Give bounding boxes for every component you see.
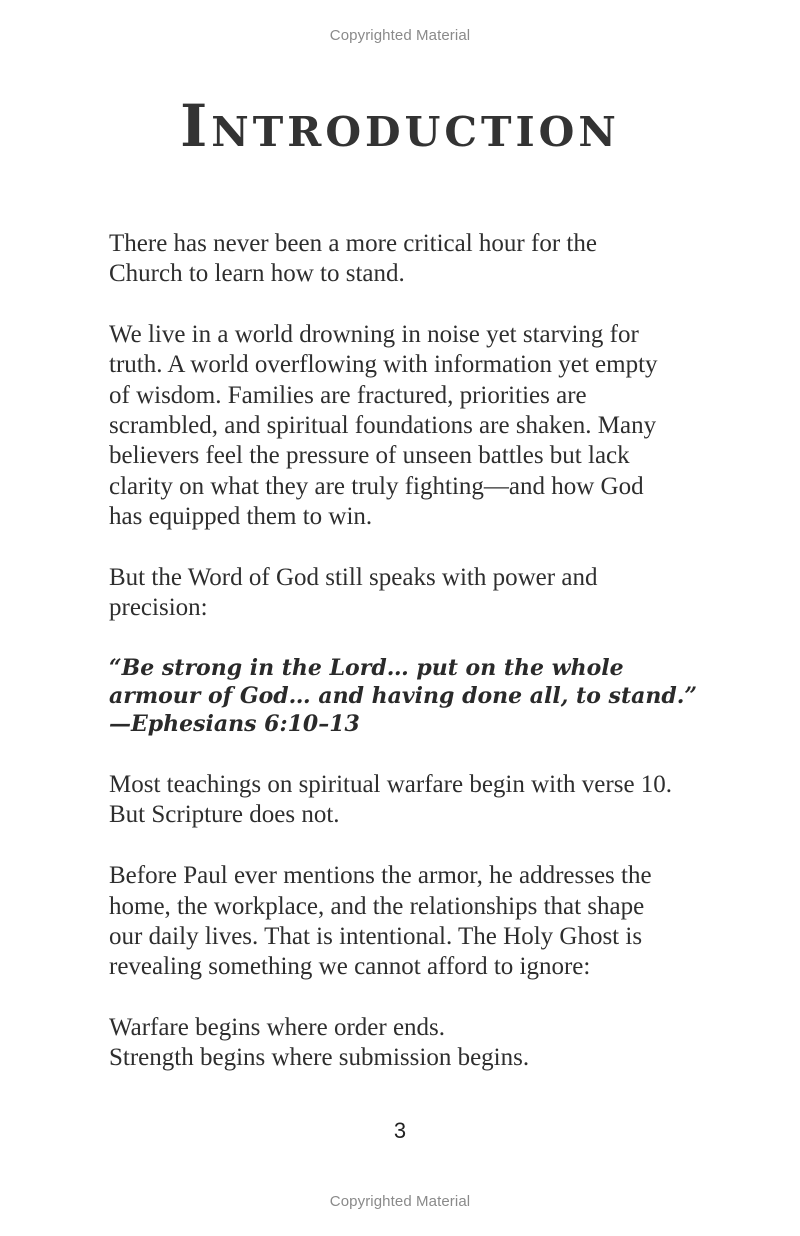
paragraph-3	[109, 563, 729, 624]
text-line: But Scripture does not.	[109, 801, 340, 829]
text-line: precision:	[109, 594, 208, 622]
text-line: Warfare begins where order ends.	[109, 1014, 446, 1042]
text-line: revealing something we cannot afford to ignore:	[109, 953, 591, 981]
text-line: clarity on what they are truly fighting—and how God	[109, 472, 644, 500]
page-number: 3	[393, 1118, 407, 1143]
text-line: Church to learn how to stand.	[109, 260, 405, 288]
copyright-watermark-bottom: Copyrighted Material	[329, 1193, 471, 1210]
scripture-quote	[109, 654, 729, 738]
text-line: truth. A world overflowing with information yet empty	[109, 351, 658, 379]
text-line: of wisdom. Families are fractured, priorities are	[109, 381, 587, 409]
paragraph-1	[109, 229, 729, 290]
paragraph-4	[109, 770, 729, 831]
chapter-title: Introduction	[180, 92, 620, 160]
page-body	[109, 229, 729, 1104]
paragraph-2	[109, 320, 729, 532]
text-line: We live in a world drowning in noise yet starving for	[109, 321, 639, 349]
text-line: Strength begins where submission begins.	[109, 1044, 530, 1072]
paragraph-6	[109, 1013, 729, 1074]
paragraph-5	[109, 861, 729, 982]
text-line: Before Paul ever mentions the armor, he addresses the	[109, 862, 652, 890]
text-line: There has never been a more critical hour for the	[109, 230, 597, 257]
text-line: scrambled, and spiritual foundations are shaken. Many	[109, 412, 657, 440]
quote-citation: —Ephesians 6:10–13	[109, 711, 360, 738]
quote-line: armour of God… and having done all, to stand.”	[109, 683, 698, 710]
quote-line: “Be strong in the Lord… put on the whole	[109, 655, 624, 682]
text-line: Most teachings on spiritual warfare begin with verse 10.	[109, 771, 673, 799]
copyright-watermark-top: Copyrighted Material	[329, 27, 471, 44]
text-line: our daily lives. That is intentional. The Holy Ghost is	[109, 922, 643, 950]
text-line: has equipped them to win.	[109, 502, 373, 530]
text-line: believers feel the pressure of unseen battles but lack	[109, 442, 630, 470]
text-line: home, the workplace, and the relationships that shape	[109, 892, 645, 920]
text-line: But the Word of God still speaks with power and	[109, 563, 598, 591]
